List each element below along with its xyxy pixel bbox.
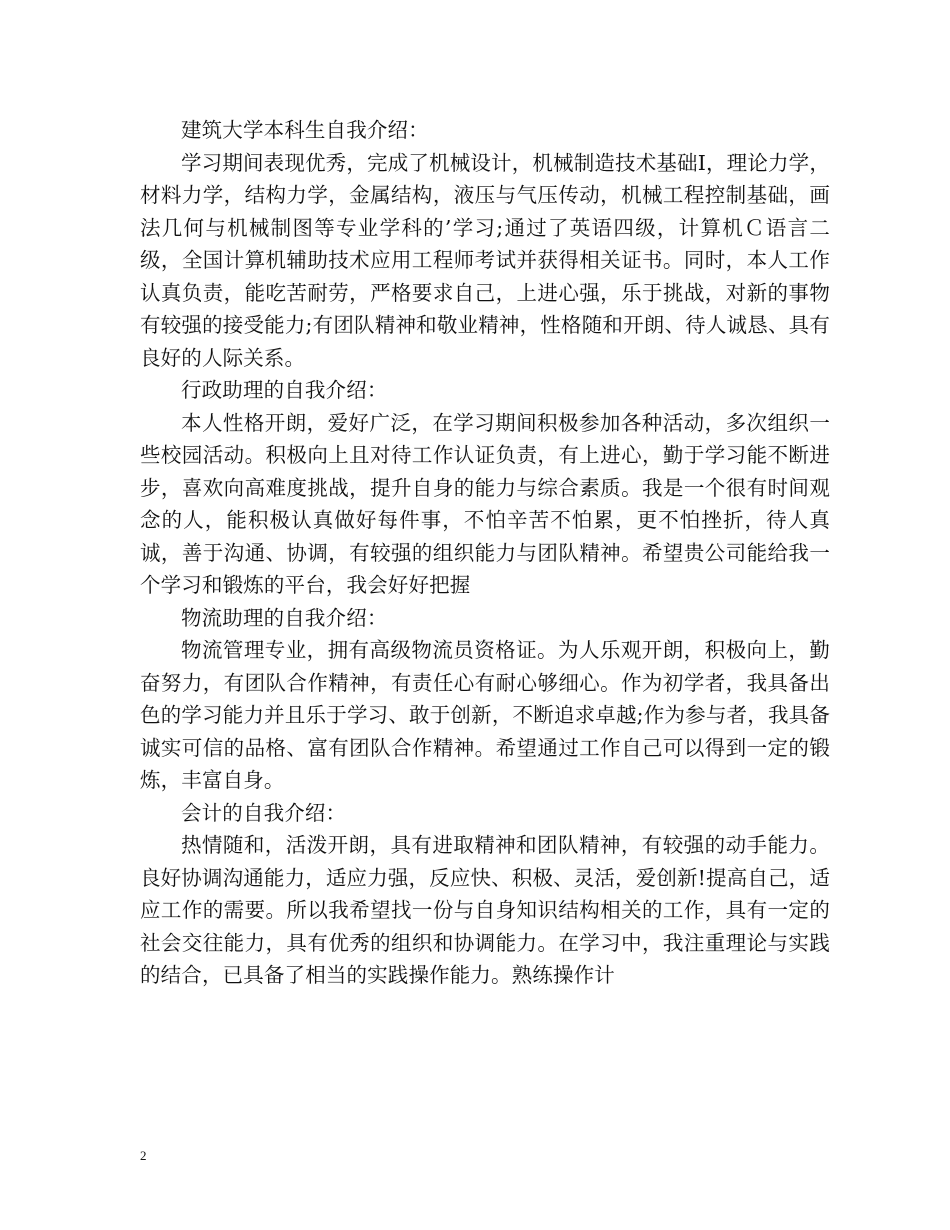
heading-administrative-assistant: 行政助理的自我介绍：: [181, 378, 388, 402]
page-number: 2: [140, 1148, 147, 1163]
paragraph-logistics-assistant: 物流管理专业，拥有高级物流员资格证。为人乐观开朗，积极向上，勤奋努力，有团队合作精神，有责任心有耐心够细心。作为初学者，我具备出色的学习能力并且乐于学习、敢于创新，不断追求卓越;作为参与者，我具备诚实可信的品格、富有团队合作精神。希望通过工作自己可以得到一定的锻炼，丰富自身。: [140, 638, 830, 792]
heading-accounting: 会计的自我介绍：: [181, 800, 347, 825]
paragraph-accounting: 热情随和，活泼开朗，具有进取精神和团队精神，有较强的动手能力。良好协调沟通能力，适应力强，反应快、积极、灵活，爱创新!提高自己，适应工作的需要。所以我希望找一份与自身知识结构相关的工作，具有一定的社会交往能力，具有优秀的组织和协调能力。在学习中，我注重理论与实践的结合，已具备了相当的实践操作能力。熟练操作计: [140, 833, 830, 987]
paragraph-administrative-assistant: 本人性格开朗，爱好广泛，在学习期间积极参加各种活动，多次组织一些校园活动。积极向上且对待工作认证负责，有上进心，勤于学习能不断进步，喜欢向高难度挑战，提升自身的能力与综合素质。我是一个很有时间观念的人，能积极认真做好每件事，不怕辛苦不怕累，更不怕挫折，待人真诚，善于沟通、协调，有较强的组织能力与团队精神。希望贵公司能给我一个学习和锻炼的平台，我会好好把握: [140, 410, 830, 597]
paragraph-construction-university: 学习期间表现优秀，完成了机械设计，机械制造技术基础Ⅰ，理论力学，材料力学，结构力学，金属结构，液压与气压传动，机械工程控制基础，画法几何与机械制图等专业学科的’学习;通过了英语四级，计算机Ｃ语言二级，全国计算机辅助技术应用工程师考试并获得相关证书。同时，本人工作认真负责，能吃苦耐劳，严格要求自己，上进心强，乐于挑战，对新的事物有较强的接受能力;有团队精神和敬业精神，性格随和开朗、待人诚恳、具有良好的人际关系。: [140, 150, 830, 370]
document-body: [140, 114, 830, 992]
heading-logistics-assistant: 物流助理的自我介绍：: [181, 605, 388, 630]
heading-construction-university: 建筑大学本科生自我介绍：: [181, 118, 429, 142]
